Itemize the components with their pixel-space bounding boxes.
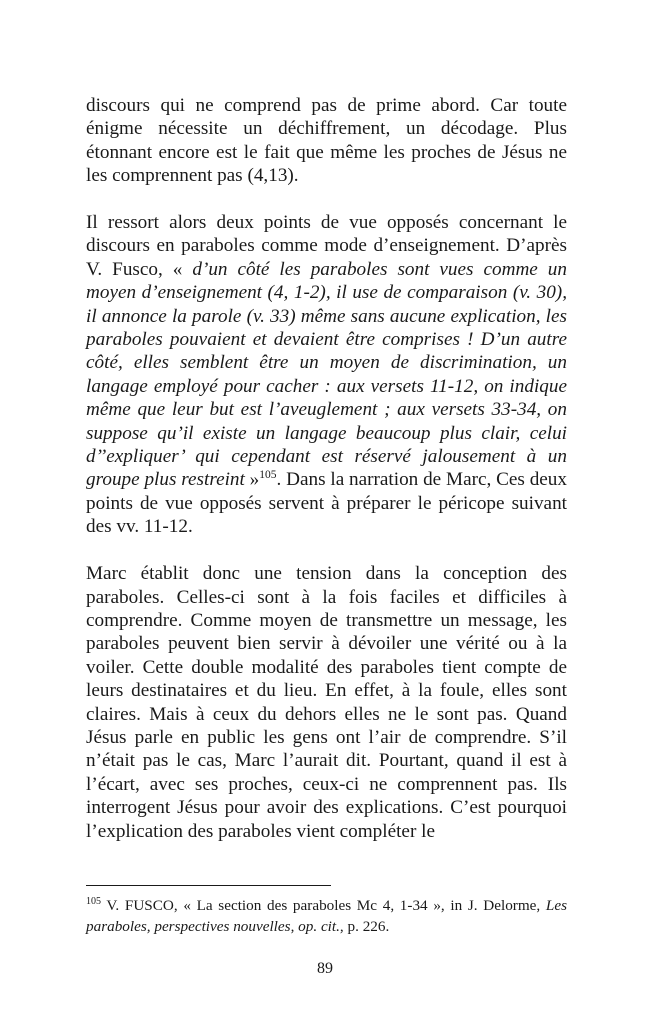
paragraph-3: Marc établit donc une tension dans la conception des paraboles. Celles-ci sont à la fois faciles et difficiles à comprendre. Comme moyen de transmettre un message, les paraboles peuvent bien servir à dévoiler une vérité ou à la voiler. Cette double modalité des paraboles tient compte de leurs destinataires et du lieu. En effet, à la foule, elles sont claires. Mais à ceux du dehors elles ne le sont pas. Quand Jésus parle en public les gens ont l’air de comprendre. S’il n’était pas le cas, Marc l’aurait dit. Pourtant, quand il est à l’écart, avec ses proches, ceux-ci ne comprennent pas. Ils interrogent Jésus pour avoir des explications. C’est pourquoi l’explication des paraboles vient compléter le [86, 563, 567, 842]
footnote-page: , p. 226. [339, 918, 390, 935]
paragraph-2-rest: . Dans la narration de Marc, Ces deux points de vue opposés servent à préparer le péricope suivant des vv. 11-12. [86, 469, 567, 538]
footnote [86, 895, 567, 937]
footnote-separator-comma: , [290, 918, 299, 935]
fusco-quote: d’un côté les paraboles sont vues comme un moyen d’enseignement (4, 1-2), il use de comparaison (v. 30), il annonce la parole (v. 33) même sans aucune explication, les paraboles pouvaient et devaient être comprises ! D’un autre côté, elles semblent être un moyen de discrimination, un langage employé pour cacher : aux versets 11-12, on indique même que leur but est l’aveuglement ; aux versets 33-34, on suppose qu’il existe un langage beaucoup plus clair, celui d’’expliquer’ qui cependant est réservé jalousement à un groupe plus restreint [86, 258, 567, 491]
quote-close: » [244, 469, 260, 491]
page-number: 89 [317, 960, 333, 977]
paragraph-2-intro: Il ressort alors deux points de vue opposés concernant le discours en paraboles comme mode d’enseignement. D’après V. Fusco, « [86, 212, 567, 280]
paragraph-1: discours qui ne comprend pas de prime abord. Car toute énigme nécessite un déchiffrement, un décodage. Plus étonnant encore est le fait que même les proches de Jésus ne les comprennent pas (4,13). [86, 95, 567, 187]
paragraph-2 [86, 211, 567, 539]
footnote-text: V. FUSCO, « La section des paraboles Mc 4, 1-34 », in J. Delorme, [101, 897, 546, 914]
footnote-book-title: Les paraboles, perspectives nouvelles [86, 897, 567, 935]
footnote-op-cit: op. cit. [298, 918, 340, 935]
body-text [86, 94, 567, 843]
footnote-reference[interactable]: 105 [259, 469, 277, 482]
footnote-separator [86, 885, 331, 886]
footnote-number: 105 [86, 896, 101, 907]
